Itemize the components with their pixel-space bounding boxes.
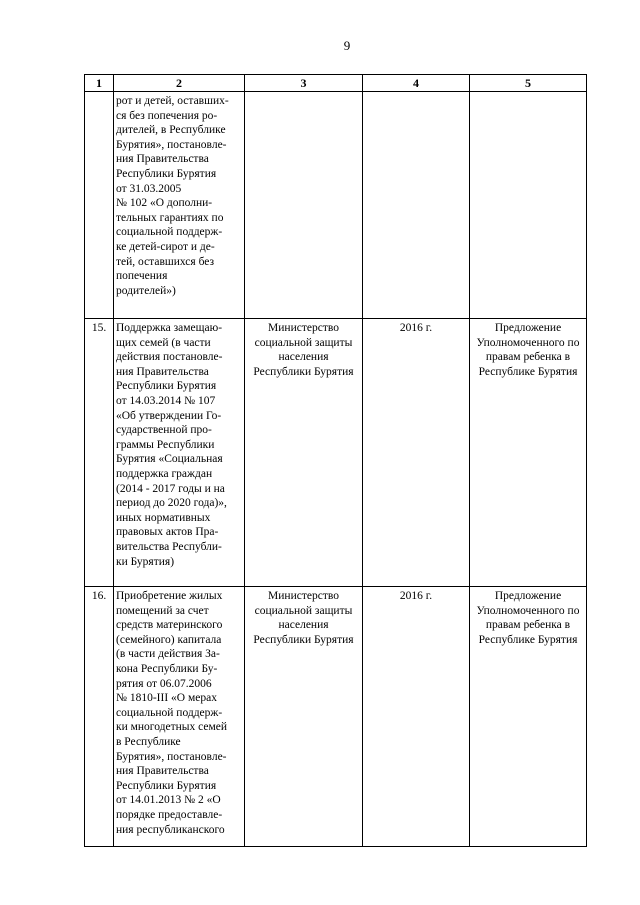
executor-line: Республики Бурятия (253, 365, 354, 378)
description-line: дителей, в Республике (116, 124, 226, 137)
description-line: от 14.03.2014 № 107 (116, 394, 216, 407)
description-line: (семейного) капитала (116, 633, 222, 646)
description-line: иных нормативных (116, 511, 211, 524)
description-line: от 14.01.2013 № 2 «О (116, 794, 221, 807)
description-line: Бурятия», постановле- (116, 138, 227, 151)
description-line: рот и детей, оставших- (116, 95, 229, 107)
result-line: правам ребенка в (485, 619, 571, 632)
table-row (85, 587, 587, 847)
description-line: порядке предоставле- (116, 808, 223, 821)
executor-line: Республики Бурятия (253, 633, 354, 646)
header-col-1: 1 (85, 75, 114, 92)
description-line: средств материнского (116, 619, 223, 632)
row-executor (245, 319, 363, 587)
description-line: (в части действия За- (116, 648, 220, 661)
result-line: правам ребенка в (485, 351, 571, 364)
description-line: Бурятия «Социальная (116, 453, 223, 466)
description-line: граммы Республики (116, 438, 215, 451)
description-line: родителей») (116, 284, 176, 297)
description-line: щих семей (в части (116, 336, 211, 349)
row-number (85, 92, 114, 319)
description-line: Бурятия», постановле- (116, 750, 227, 763)
table-row (85, 92, 587, 319)
description-line: (2014 - 2017 годы и на (116, 482, 225, 495)
description-line: поддержка граждан (116, 467, 213, 480)
row-executor (245, 587, 363, 847)
description-line: ке детей-сирот и де- (116, 240, 215, 253)
description-line: «Об утверждении Го- (116, 409, 222, 422)
table-header-row (85, 75, 587, 92)
row-number: 16. (85, 587, 114, 847)
row-result (470, 319, 587, 587)
description-line: период до 2020 года)», (116, 497, 227, 510)
description-line: ния Правительства (116, 765, 209, 778)
description-line: Республики Бурятия (116, 380, 217, 393)
description-line: от 31.03.2005 (116, 182, 182, 195)
description-line: ния Правительства (116, 365, 209, 378)
executor-line: социальной защиты (254, 604, 353, 617)
description-line: помещений за счет (116, 604, 209, 617)
result-line: Уполномоченного по (476, 336, 580, 349)
description-line: рятия от 06.07.2006 (116, 677, 212, 690)
description-line: вительства Республи- (116, 540, 222, 553)
description-line: № 1810-III «О мерах (116, 692, 217, 705)
description-line: Поддержка замещаю- (116, 322, 223, 334)
result-line: Республике Бурятия (478, 365, 578, 378)
row-description (114, 92, 245, 319)
header-col-2: 2 (114, 75, 245, 92)
row-result (470, 587, 587, 847)
description-line: в Республике (116, 735, 181, 748)
description-line: действия постановле- (116, 351, 223, 364)
description-line: ния Правительства (116, 153, 209, 166)
row-description (114, 319, 245, 587)
description-line: социальной поддерж- (116, 226, 223, 239)
result-line: Предложение (494, 590, 562, 602)
executor-line: Министерство (268, 590, 339, 602)
header-col-5: 5 (470, 75, 587, 92)
header-col-4: 4 (363, 75, 470, 92)
description-line: Приобретение жилых (116, 590, 223, 602)
description-line: социальной поддерж- (116, 706, 223, 719)
description-line: попечения (116, 270, 168, 283)
result-line: Республике Бурятия (478, 633, 578, 646)
row-result (470, 92, 587, 319)
table-row (85, 319, 587, 587)
description-line: правовых актов Пра- (116, 526, 219, 539)
executor-line: социальной защиты (254, 336, 353, 349)
row-executor (245, 92, 363, 319)
page-number: 9 (343, 38, 351, 53)
description-line: Республики Бурятия (116, 167, 217, 180)
description-line: ки Бурятия) (116, 555, 175, 568)
result-line: Уполномоченного по (476, 604, 580, 617)
description-line: тей, оставшихся без (116, 255, 215, 268)
row-term: 2016 г. (363, 587, 470, 847)
description-line: № 102 «О дополни- (116, 197, 213, 210)
description-line: сударственной про- (116, 424, 212, 437)
description-line: тельных гарантиях по (116, 211, 224, 224)
description-line: Республики Бурятия (116, 779, 217, 792)
description-line: ки многодетных семей (116, 721, 228, 734)
row-number: 15. (85, 319, 114, 587)
header-col-3: 3 (245, 75, 363, 92)
row-term (363, 92, 470, 319)
result-line: Предложение (494, 322, 562, 334)
row-description (114, 587, 245, 847)
description-line: ния республиканского (116, 823, 225, 836)
description-line: кона Республики Бу- (116, 662, 218, 675)
description-line: ся без попечения ро- (116, 109, 218, 122)
executor-line: населения (278, 351, 329, 364)
row-term: 2016 г. (363, 319, 470, 587)
measures-table (84, 74, 587, 847)
executor-line: Министерство (268, 322, 339, 334)
executor-line: населения (278, 619, 329, 632)
